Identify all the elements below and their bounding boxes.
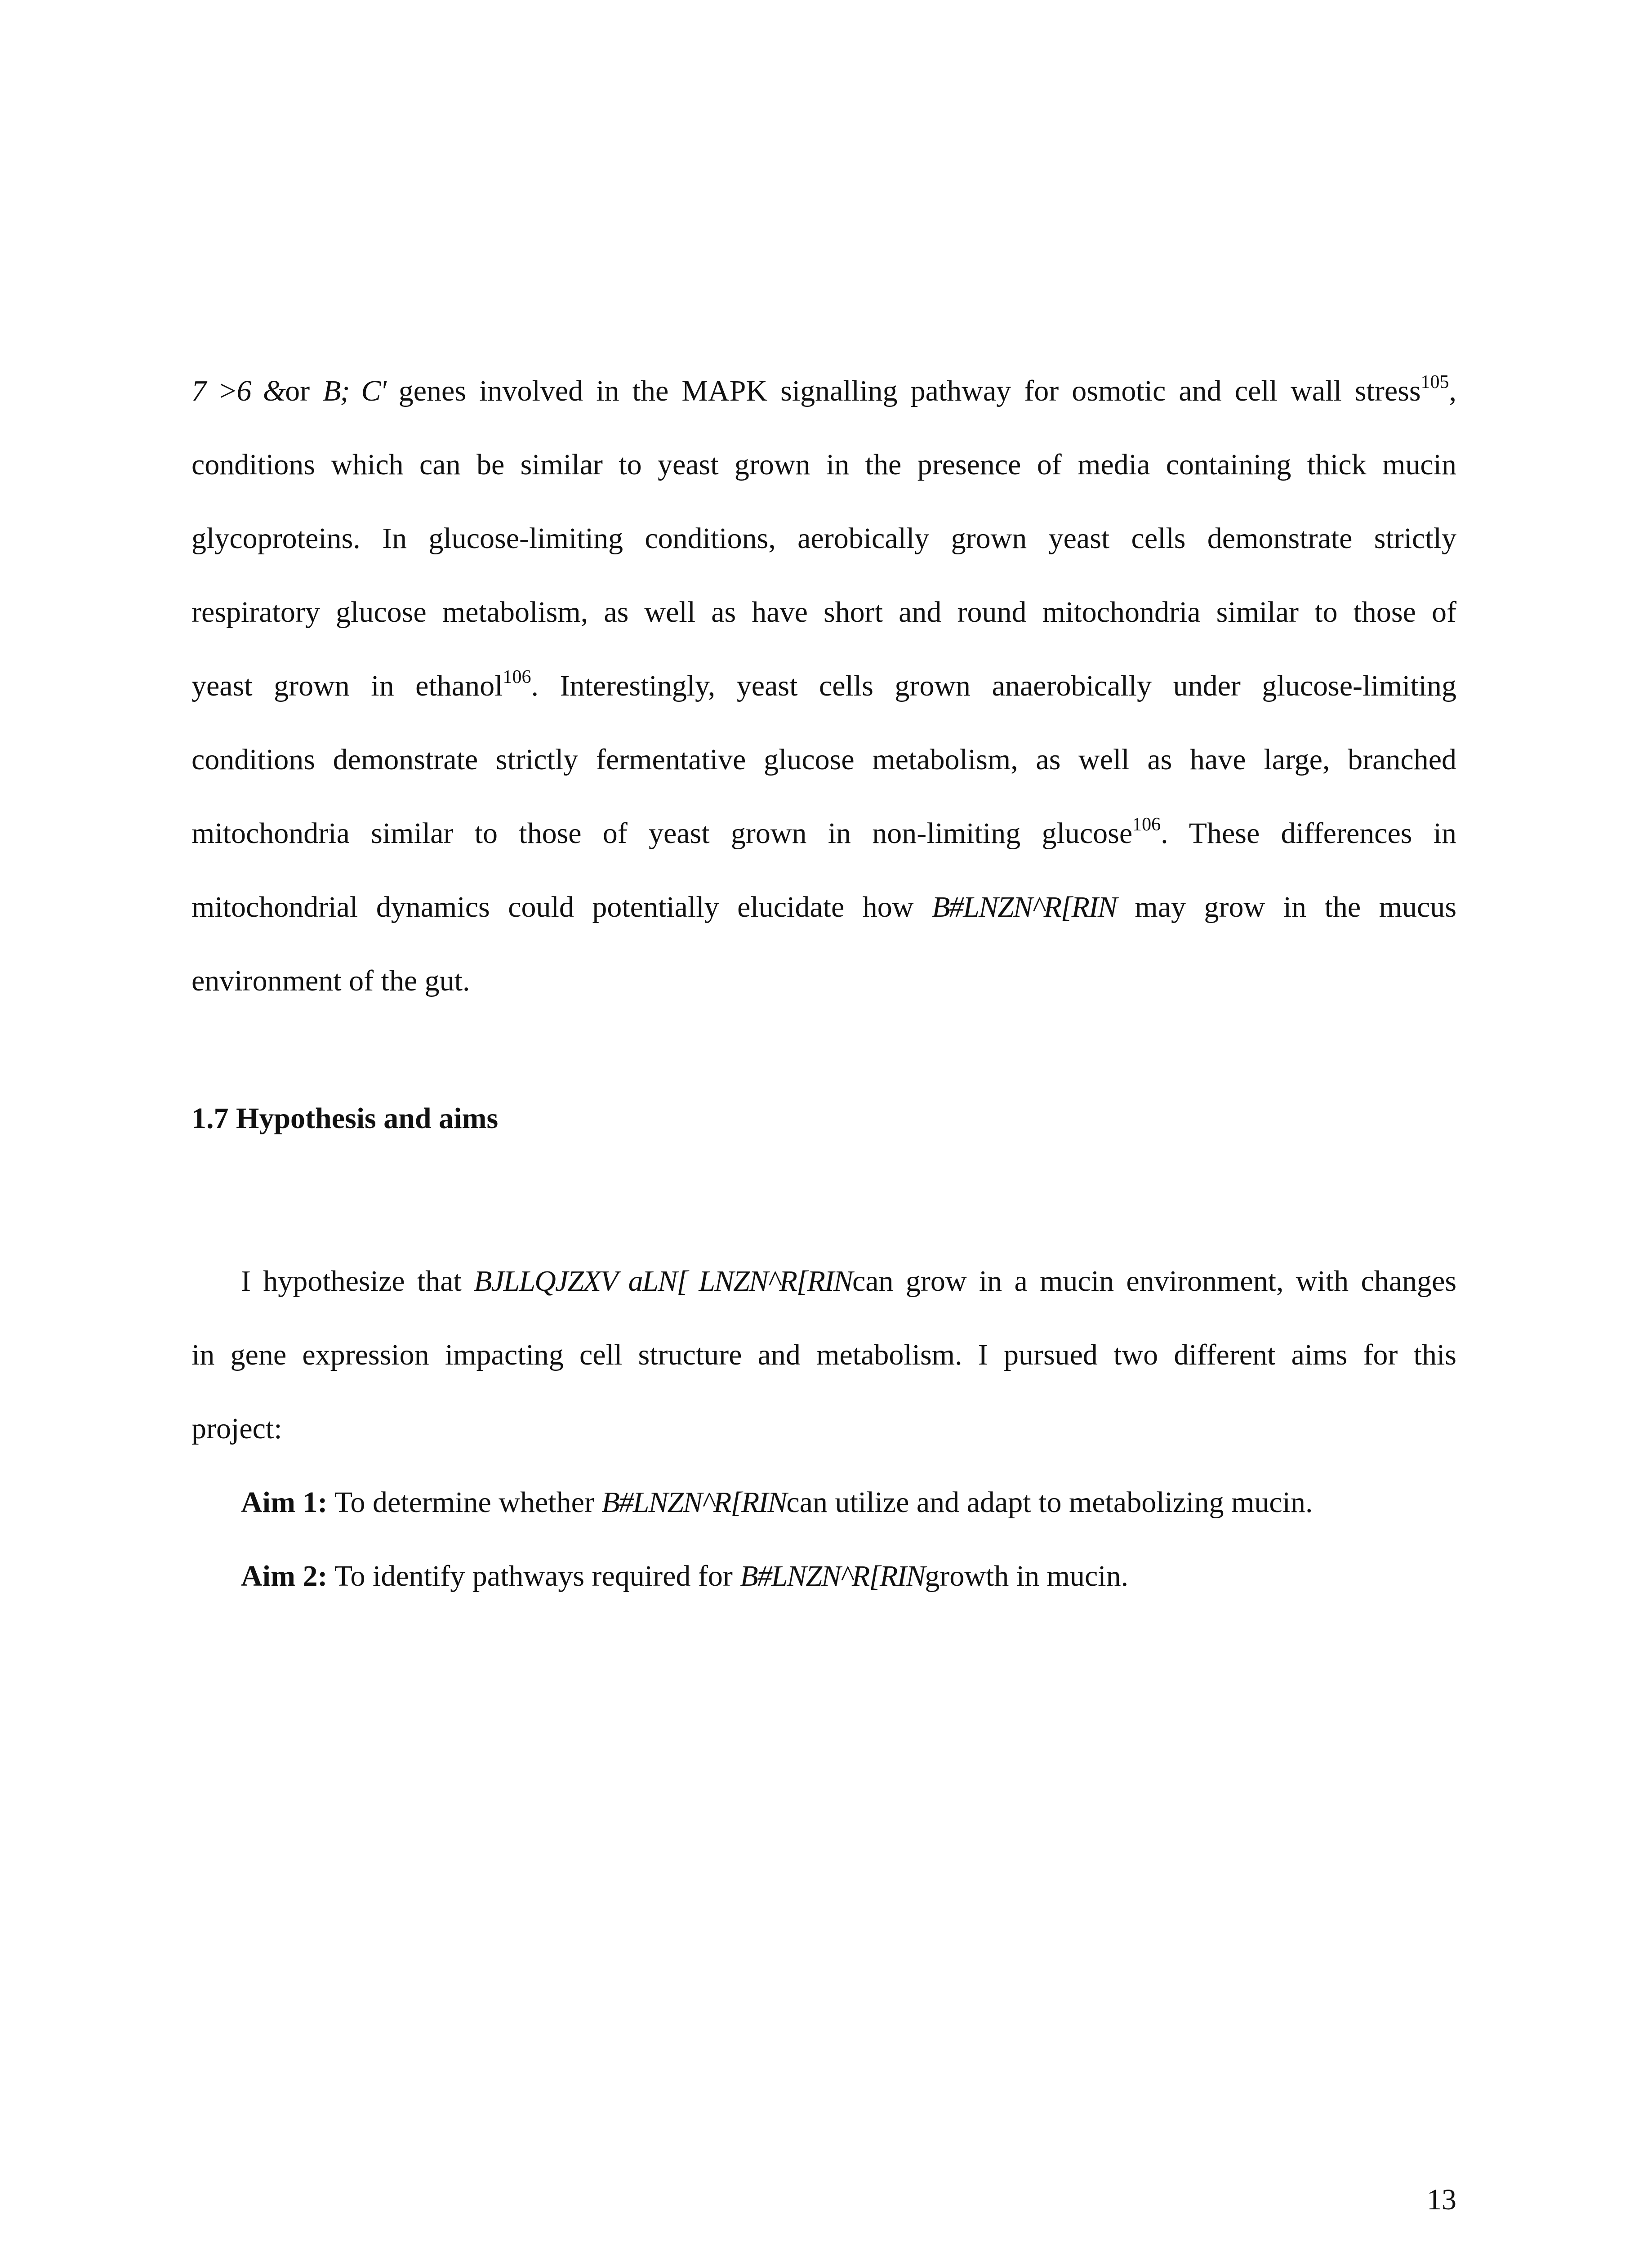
text-line: mitochondria similar to those of yeast grown in non-limiting glucose$^{106}$. These differences in: [191, 814, 1456, 850]
text-line: I hypothesize that BJLLQJZXV aLN[ LNZN^R[RINcan grow in a mucin environment, with changes: [241, 1265, 1457, 1298]
text-line: mitochondrial dynamics could potentially elucidate how B#LNZN^R[RIN may grow in the mucus: [191, 891, 1456, 923]
text-line: yeast grown in ethanol$^{106}$. Interestingly, yeast cells grown anaerobically under glucose-limiting: [191, 667, 1456, 702]
aim-label: Aim 1:: [241, 1486, 328, 1519]
citation-superscript: 106: [1132, 814, 1161, 835]
garbled-species-name: B#LNZN^R[RIN: [931, 891, 1117, 923]
garbled-species-name: B#LNZN^R[RIN: [601, 1486, 787, 1519]
aim-label: Aim 2:: [241, 1560, 328, 1592]
text-line: glycoproteins. In glucose-limiting conditions, aerobically grown yeast cells demonstrate strictly: [191, 522, 1456, 555]
text-line: conditions which can be similar to yeast grown in the presence of media containing thick mucin: [191, 448, 1456, 481]
section-heading: 1.7 Hypothesis and aims: [191, 1102, 499, 1135]
text-line: project:: [191, 1412, 282, 1445]
garbled-species-name: B#LNZN^R[RIN: [740, 1560, 925, 1592]
citation-superscript: 105: [1420, 372, 1449, 393]
text-line: environment of the gut.: [191, 964, 470, 997]
text-line: respiratory glucose metabolism, as well as have short and round mitochondria similar to those of: [191, 596, 1456, 629]
text-line: conditions demonstrate strictly fermentative glucose metabolism, as well as have large, branched: [191, 743, 1456, 776]
paragraph-hypothesis: [191, 1244, 1456, 1613]
text-line: in gene expression impacting cell structure and metabolism. I pursued two different aims for this: [191, 1338, 1456, 1371]
page-number: 13: [1427, 2183, 1456, 2216]
aim-item: Aim 1: To determine whether B#LNZN^R[RINcan utilize and adapt to metabolizing mucin.: [241, 1486, 1313, 1519]
garbled-species-name: BJLLQJZXV aLN[ LNZN^R[RIN: [474, 1265, 852, 1298]
text-line: 7 >6 &or B; C' genes involved in the MAPK signalling pathway for osmotic and cell wall stress$^{105}$,: [191, 372, 1457, 407]
paragraph-mapk: [191, 354, 1456, 1018]
citation-superscript: 106: [503, 667, 531, 687]
garbled-gene-name: B; C': [323, 375, 386, 407]
aim-item: Aim 2: To identify pathways required for B#LNZN^R[RINgrowth in mucin.: [241, 1560, 1129, 1592]
garbled-gene-name: 7 >6 &: [191, 375, 285, 407]
